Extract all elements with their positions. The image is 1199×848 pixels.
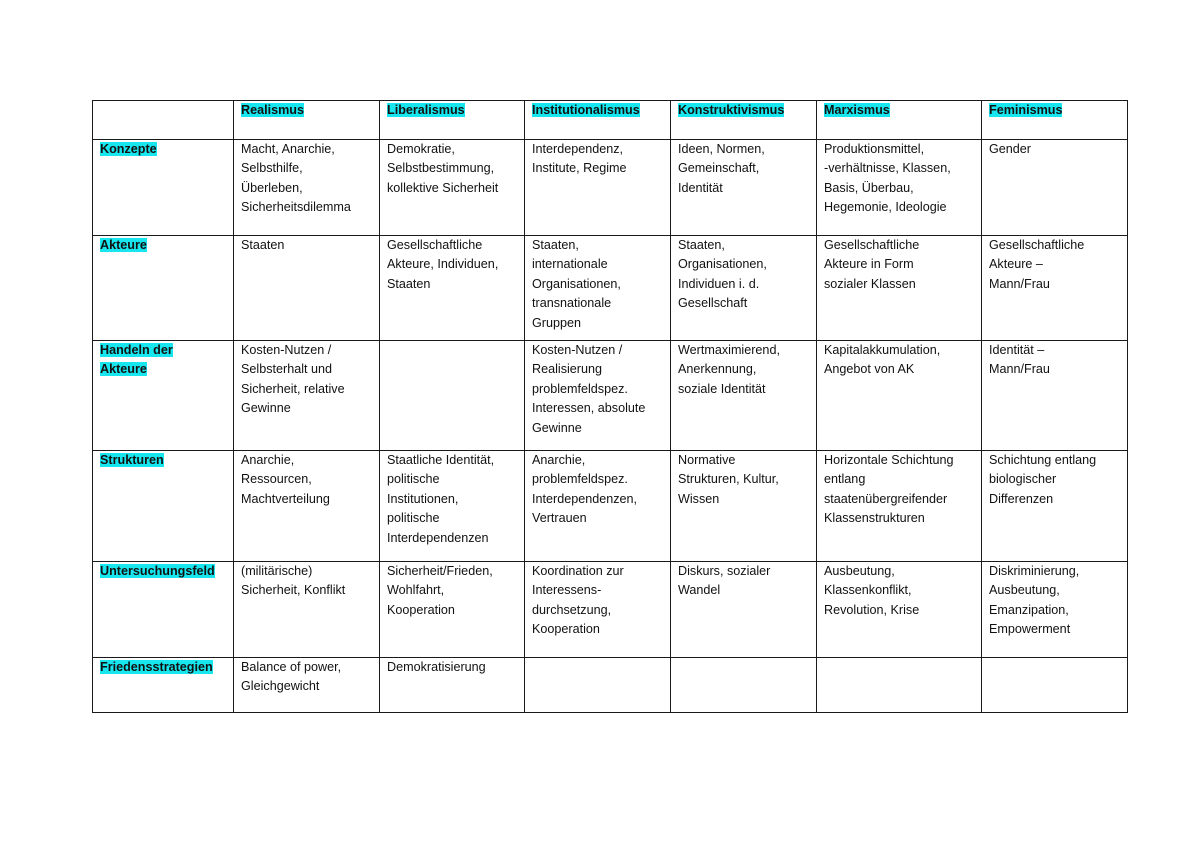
table-cell: Staatliche Identität, politische Institutionen, politische Interdependenzen [380,451,525,562]
table-cell: Identität – Mann/Frau [982,341,1128,451]
table-cell: Produktionsmittel, -verhältnisse, Klassen, Basis, Überbau, Hegemonie, Ideologie [817,140,982,236]
column-header-label: Marxismus [824,103,890,117]
table-cell: (militärische) Sicherheit, Konflikt [234,562,380,658]
theories-comparison-table [92,100,1128,713]
table-cell: Demokratie, Selbstbestimmung, kollektive Sicherheit [380,140,525,236]
table-cell [817,658,982,713]
table-cell: Diskurs, sozialer Wandel [671,562,817,658]
table-row-konzepte [93,140,1128,236]
row-header-cell [93,451,234,562]
table-cell: Koordination zur Interessens- durchsetzung, Kooperation [525,562,671,658]
table-row-friedensstrategien [93,658,1128,713]
table-row-strukturen [93,451,1128,562]
table-cell [982,658,1128,713]
table-cell: Balance of power, Gleichgewicht [234,658,380,713]
table-cell: Normative Strukturen, Kultur, Wissen [671,451,817,562]
column-header-feminismus [982,101,1128,140]
table-cell: Anarchie, problemfeldspez. Interdependenzen, Vertrauen [525,451,671,562]
table-cell: Kosten-Nutzen / Realisierung problemfeldspez. Interessen, absolute Gewinne [525,341,671,451]
column-header-label: Liberalismus [387,103,465,117]
row-header-label: Handeln der Akteure [100,343,173,377]
table-cell: Gesellschaftliche Akteure – Mann/Frau [982,236,1128,341]
table-cell: Diskriminierung, Ausbeutung, Emanzipation, Empowerment [982,562,1128,658]
column-header-realismus [234,101,380,140]
row-header-cell [93,562,234,658]
row-header-label: Friedensstrategien [100,660,213,674]
row-header-cell [93,658,234,713]
table-cell: Wertmaximierend, Anerkennung, soziale Identität [671,341,817,451]
row-header-label: Akteure [100,238,147,252]
column-header-label: Konstruktivismus [678,103,785,117]
table-cell: Macht, Anarchie, Selbsthilfe, Überleben, Sicherheitsdilemma [234,140,380,236]
column-header-konstruktivismus [671,101,817,140]
table-row-untersuchungsfeld [93,562,1128,658]
column-header-institutionalismus [525,101,671,140]
table-cell: Gesellschaftliche Akteure in Form sozialer Klassen [817,236,982,341]
table-cell: Demokratisierung [380,658,525,713]
table-cell: Ideen, Normen, Gemeinschaft, Identität [671,140,817,236]
table-row-handeln-der-akteure [93,341,1128,451]
table-cell: Schichtung entlang biologischer Differenzen [982,451,1128,562]
table-cell: Kapitalakkumulation, Angebot von AK [817,341,982,451]
header-corner-cell [93,101,234,140]
table-cell: Staaten, Organisationen, Individuen i. d. Gesellschaft [671,236,817,341]
table-cell: Staaten, internationale Organisationen, transnationale Gruppen [525,236,671,341]
row-header-cell [93,341,234,451]
table-cell: Kosten-Nutzen / Selbsterhalt und Sicherheit, relative Gewinne [234,341,380,451]
table-cell: Anarchie, Ressourcen, Machtverteilung [234,451,380,562]
table-cell: Gesellschaftliche Akteure, Individuen, Staaten [380,236,525,341]
column-header-marxismus [817,101,982,140]
table-cell: Ausbeutung, Klassenkonflikt, Revolution, Krise [817,562,982,658]
row-header-cell [93,236,234,341]
table-cell [380,341,525,451]
row-header-label: Strukturen [100,453,164,467]
table-cell: Horizontale Schichtung entlang staatenübergreifender Klassenstrukturen [817,451,982,562]
row-header-label: Untersuchungsfeld [100,564,215,578]
table-cell [671,658,817,713]
table-cell: Sicherheit/Frieden, Wohlfahrt, Kooperation [380,562,525,658]
table-cell: Interdependenz, Institute, Regime [525,140,671,236]
column-header-label: Feminismus [989,103,1063,117]
table-row-akteure [93,236,1128,341]
column-header-label: Institutionalismus [532,103,640,117]
row-header-label: Konzepte [100,142,157,156]
table-cell [525,658,671,713]
table-cell: Gender [982,140,1128,236]
header-row [93,101,1128,140]
column-header-liberalismus [380,101,525,140]
table-cell: Staaten [234,236,380,341]
row-header-cell [93,140,234,236]
column-header-label: Realismus [241,103,304,117]
